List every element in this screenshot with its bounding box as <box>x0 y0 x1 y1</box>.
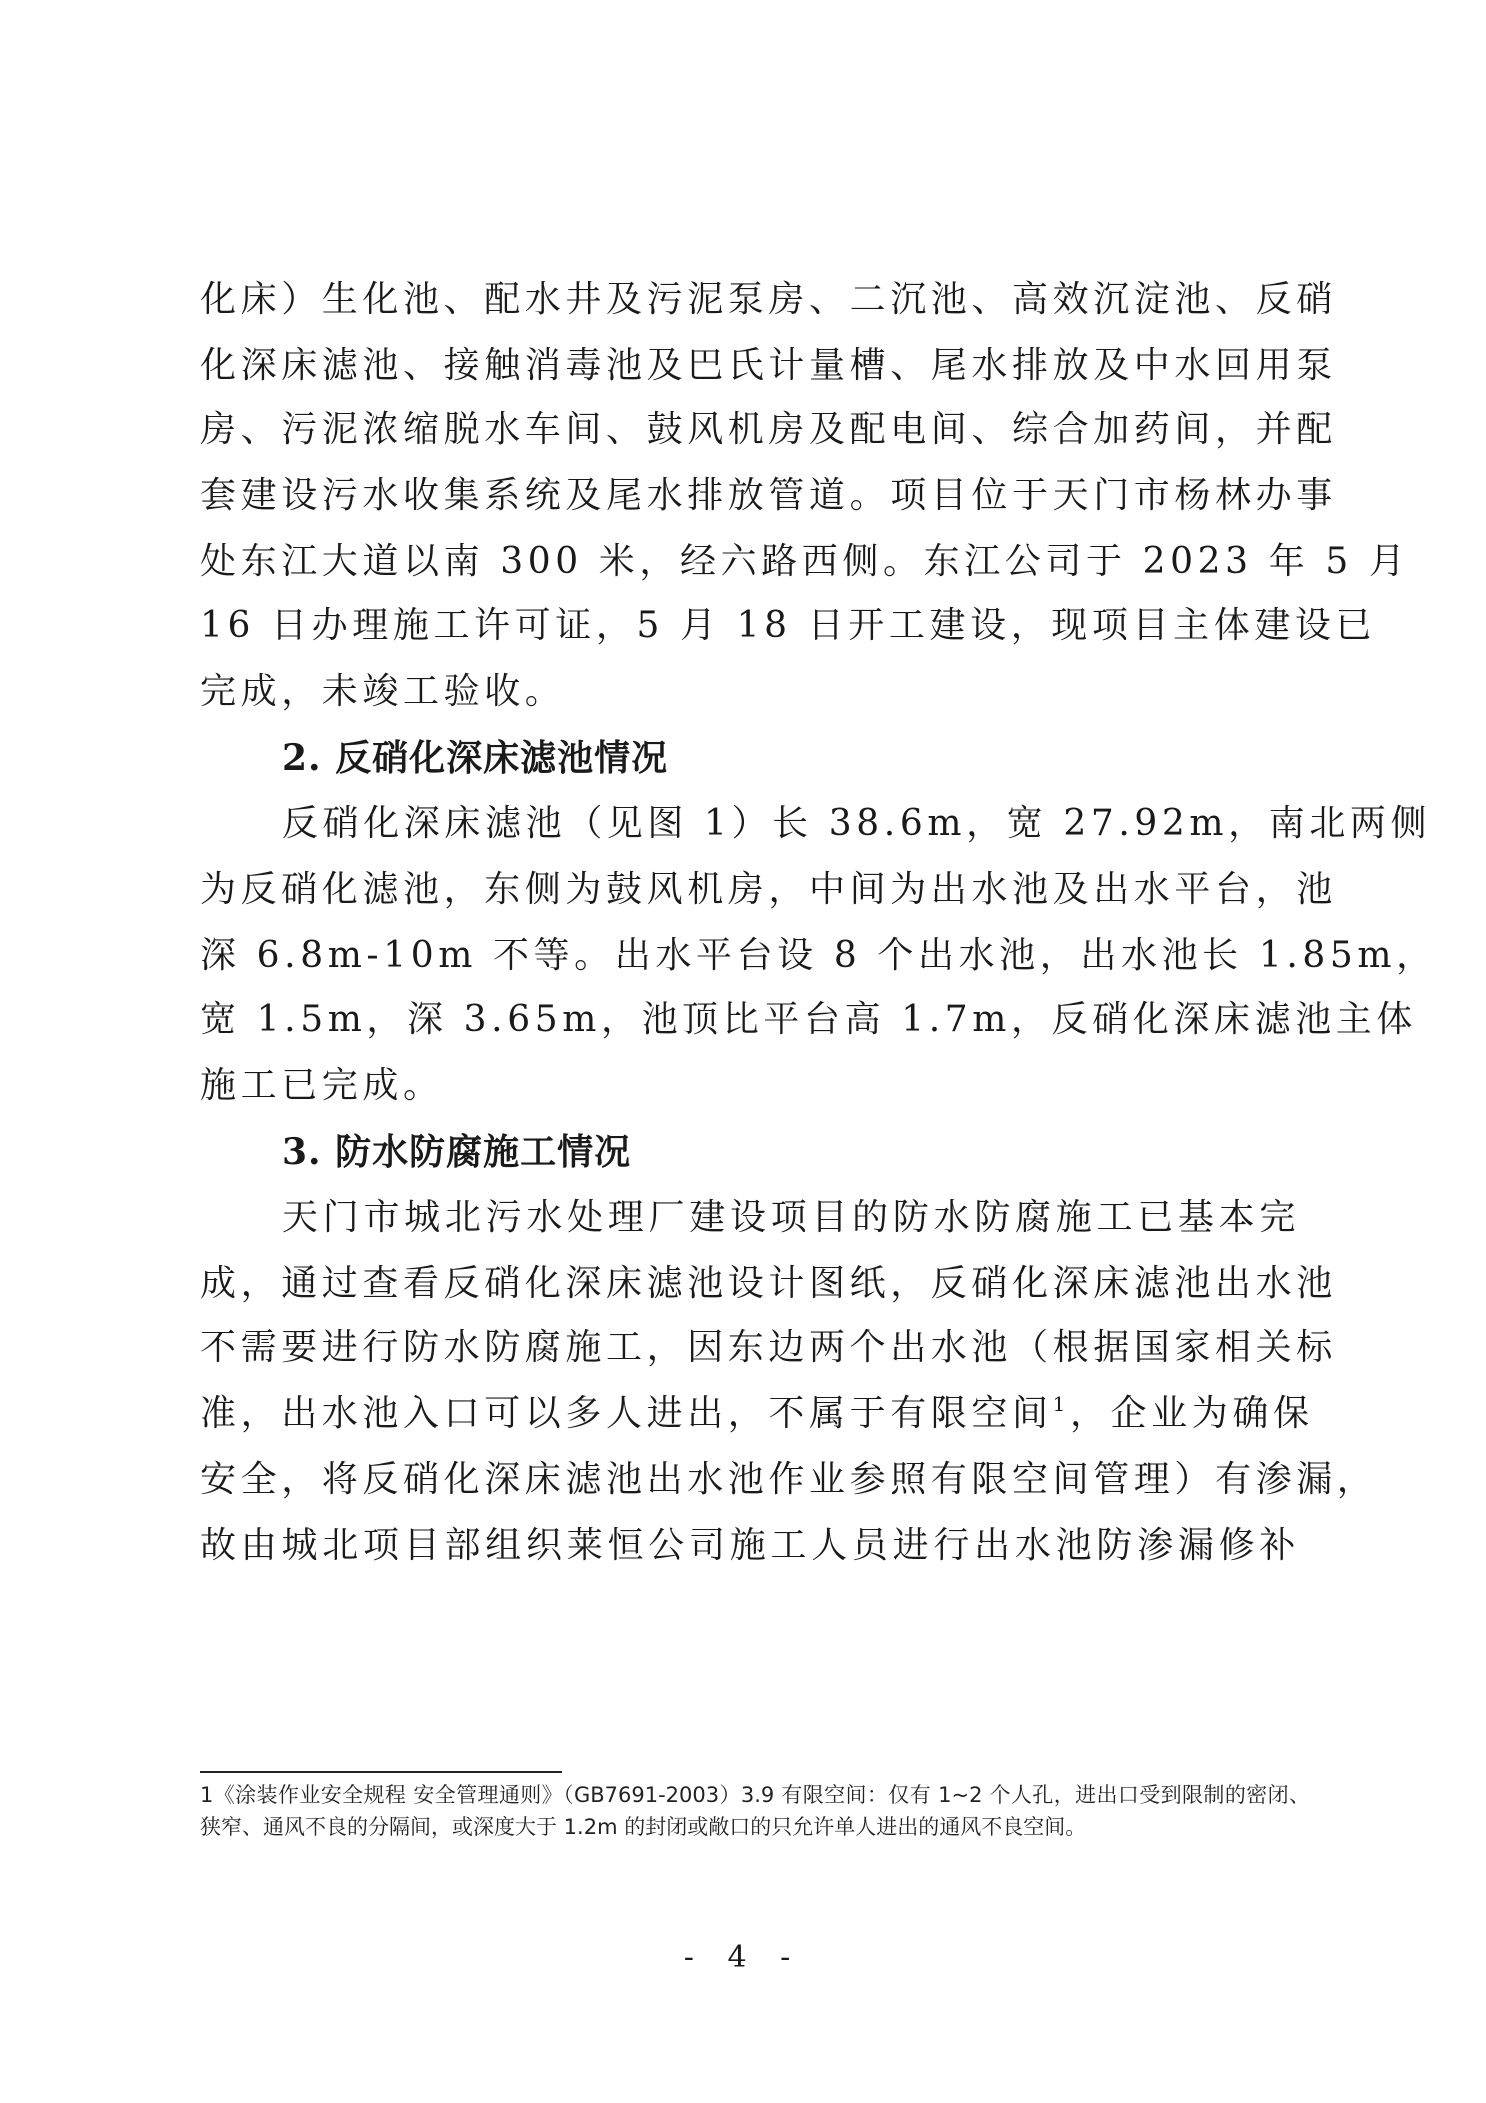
section-2-line-1: 反硝化深床滤池（见图 1）长 38.6m，宽 27.92m，南北两侧 <box>282 803 1432 844</box>
section-2-line-4: 宽 1.5m，深 3.65m，池顶比平台高 1.7m，反硝化深床滤池主体 <box>200 999 1418 1040</box>
body-line-2: 化深床滤池、接触消毒池及巴氏计量槽、尾水排放及中水回用泵 <box>200 345 1337 386</box>
footnote-separator <box>200 1771 562 1773</box>
section-2-heading: 2. 反硝化深床滤池情况 <box>282 737 669 779</box>
section-3-line-4 <box>200 1386 1314 1442</box>
body-line-7: 完成，未竣工验收。 <box>200 671 566 712</box>
footnote-line-1: 1《涂装作业安全规程 安全管理通则》（GB7691-2003）3.9 有限空间：仅有 1~2 个人孔，进出口受到限制的密闭、 <box>200 1783 1310 1807</box>
section-3-line-2: 成，通过查看反硝化深床滤池设计图纸，反硝化深床滤池出水池 <box>200 1263 1337 1304</box>
body-line-1: 化床）生化池、配水井及污泥泵房、二沉池、高效沉淀池、反硝 <box>200 279 1337 320</box>
section-3-line-5: 安全，将反硝化深床滤池出水池作业参照有限空间管理）有渗漏， <box>200 1459 1378 1500</box>
section-3-line-1: 天门市城北污水处理厂建设项目的防水防腐施工已基本完 <box>282 1197 1300 1238</box>
section-3-line-6: 故由城北项目部组织莱恒公司施工人员进行出水池防渗漏修补 <box>200 1525 1300 1566</box>
section-3-line-4-text: 准，出水池入口可以多人进出，不属于有限空间 <box>200 1393 1053 1434</box>
body-line-6: 16 日办理施工许可证，5 月 18 日开工建设，现项目主体建设已 <box>200 605 1377 646</box>
section-2-line-5: 施工已完成。 <box>200 1065 444 1106</box>
section-3-line-3: 不需要进行防水防腐施工，因东边两个出水池（根据国家相关标 <box>200 1327 1337 1368</box>
section-3-line-4-tail: ，企业为确保 <box>1069 1393 1314 1434</box>
body-line-5: 处东江大道以南 300 米，经六路西侧。东江公司于 2023 年 5 月 <box>200 541 1410 582</box>
page-number: - 4 - <box>683 1940 803 1975</box>
body-line-4: 套建设污水收集系统及尾水排放管道。项目位于天门市杨林办事 <box>200 475 1337 516</box>
body-line-3: 房、污泥浓缩脱水车间、鼓风机房及配电间、综合加药间，并配 <box>200 409 1337 450</box>
section-3-heading: 3. 防水防腐施工情况 <box>282 1131 632 1173</box>
footnote-reference[interactable]: 1 <box>1052 1392 1070 1416</box>
section-2-line-3: 深 6.8m-10m 不等。出水平台设 8 个出水池，出水池长 1.85m， <box>200 935 1437 976</box>
section-2-line-2: 为反硝化滤池，东侧为鼓风机房，中间为出水池及出水平台，池 <box>200 869 1337 910</box>
footnote-line-2: 狭窄、通风不良的分隔间，或深度大于 1.2m 的封闭或敞口的只允许单人进出的通风不良空间。 <box>200 1815 1087 1839</box>
